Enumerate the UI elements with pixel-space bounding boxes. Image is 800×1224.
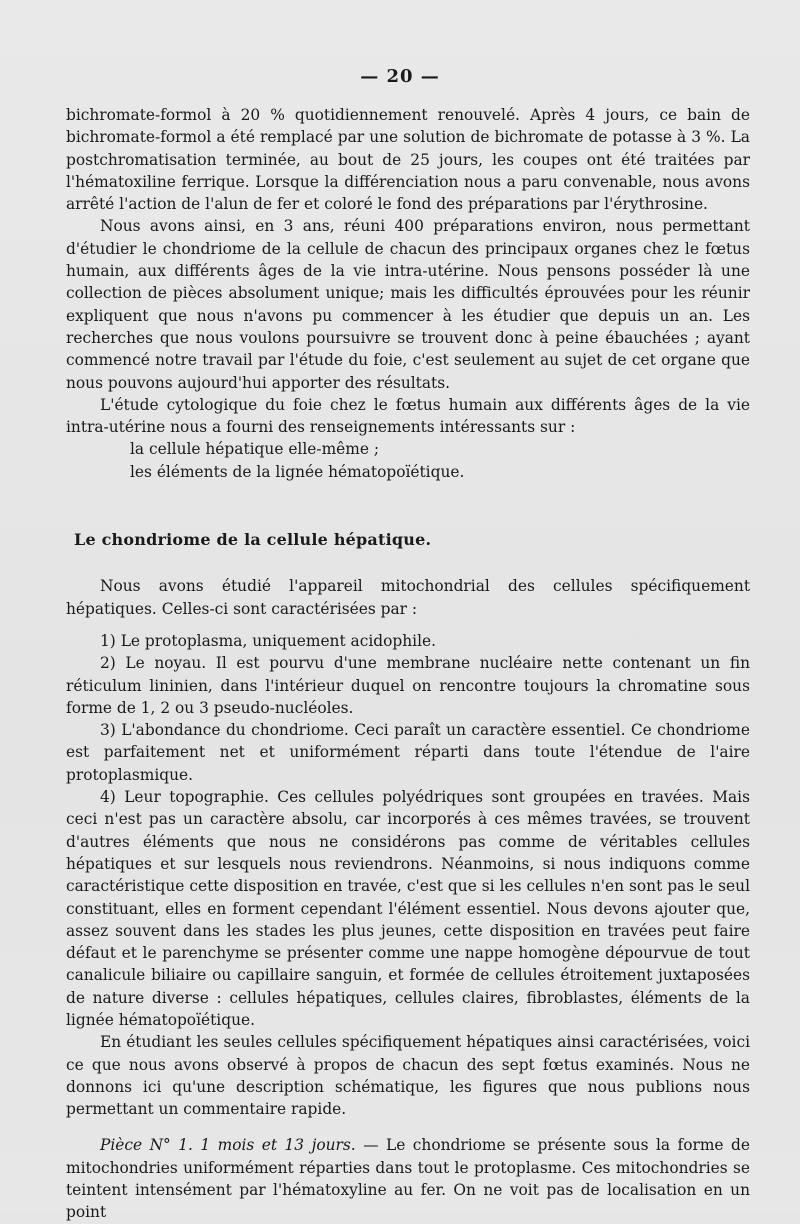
list-item-hematopoietic: les éléments de la lignée hématopoïétique. xyxy=(130,462,465,481)
section-closing: En étudiant les seules cellules spécifiquement hépatiques ainsi caractérisées, voici ce que nous avons observé à propos de chacun des sept fœtus examinés. Nous ne donnons ici qu'une description schématique, les figures que nous publions nous permettant un commentaire rapide. xyxy=(66,1033,750,1119)
criterion-topographie: 4) Leur topographie. Ces cellules polyédriques sont groupées en travées. Mais ceci n'est pas un caractère absolu, car incorporés à ces mêmes travées, se trouvent d'autres éléments que nous ne considérons pas comme de véritables cellules hépatiques et sur lesquels nous reviendrons. Néanmoins, si nous indiquons comme caractéristique cette disposition en travée, c'est que si les cellules n'en sont pas le seul constituant, elles en forment cependant l'élément essentiel. Nous devons ajouter que, assez souvent dans les stades les plus jeunes, cette disposition en travées peut faire défaut et le parenchyme se présenter comme une nappe homogène dépourvue de tout canalicule biliaire ou capillaire sanguin, et formée de cellules étroitement juxtaposées de nature diverse : cellules hépatiques, cellules claires, fibroblastes, éléments de la lignée hématopoïétique. xyxy=(66,788,750,1029)
body-text xyxy=(66,104,750,1224)
list-item-hepatic-cell: la cellule hépatique elle-même ; xyxy=(130,440,380,459)
paragraph-fixation: bichromate-formol à 20 % quotidiennement renouvelé. Après 4 jours, ce bain de bichromate-formol a été remplacé par une solution de bichromate de potasse à 3 %. La postchromatisation terminée, au bout de 25 jours, les coupes ont été traitées par l'hématoxiline ferrique. Lorsque la différenciation nous a paru convenable, nous avons arrêté l'action de l'alun de fer et coloré le fond des préparations par l'érythrosine. xyxy=(66,106,750,214)
section-intro: Nous avons étudié l'appareil mitochondrial des cellules spécifiquement hépatiques. Celles-ci sont caractérisées par : xyxy=(66,577,750,618)
criterion-noyau: 2) Le noyau. Il est pourvu d'une membrane nucléaire nette contenant un fin réticulum lininien, dans l'intérieur duquel on rencontre toujours la chromatine sous forme de 1, 2 ou 3 pseudo-nucléoles. xyxy=(66,654,750,717)
piece-label: Pièce N° 1. xyxy=(100,1136,193,1155)
paragraph-collection: Nous avons ainsi, en 3 ans, réuni 400 préparations environ, nous permettant d'étudier le chondriome de la cellule de chacun des principaux organes chez le fœtus humain, aux différents âges de la vie intra-utérine. Nous pensons posséder là une collection de pièces absolument unique; mais les difficultés éprouvées pour les réunir expliquent que nous n'avons pu commencer à les étudier que depuis un an. Les recherches que nous voulons poursuivre se trouvent donc à peine ébauchées ; ayant commencé notre travail par l'étude du foie, c'est seulement au sujet de cet organe que nous pouvons aujourd'hui apporter des résultats. xyxy=(66,217,750,392)
criterion-protoplasma: 1) Le protoplasma, uniquement acidophile. xyxy=(100,631,436,650)
paragraph-cytology-intro: L'étude cytologique du foie chez le fœtus humain aux différents âges de la vie intra-utérine nous a fourni des renseignements intéressants sur : xyxy=(66,395,750,437)
piece-1-paragraph xyxy=(66,1134,750,1223)
section-heading: Le chondriome de la cellule hépatique. xyxy=(74,530,432,550)
piece-text: — Le chondriome se présente sous la forme de mitochondries uniformément réparties dans tout le protoplasme. Ces mitochondries se teintent intensément par l'hématoxyline au fer. On ne voit pas de localisation en un point xyxy=(66,1136,750,1222)
criterion-chondriome: 3) L'abondance du chondriome. Ceci paraît un caractère essentiel. Ce chondriome est parfaitement net et uniformément réparti dans toute l'étendue de l'aire protoplasmique. xyxy=(66,721,750,784)
piece-age: 1 mois et 13 jours. xyxy=(200,1136,356,1155)
page-number: — 20 — xyxy=(360,66,440,87)
